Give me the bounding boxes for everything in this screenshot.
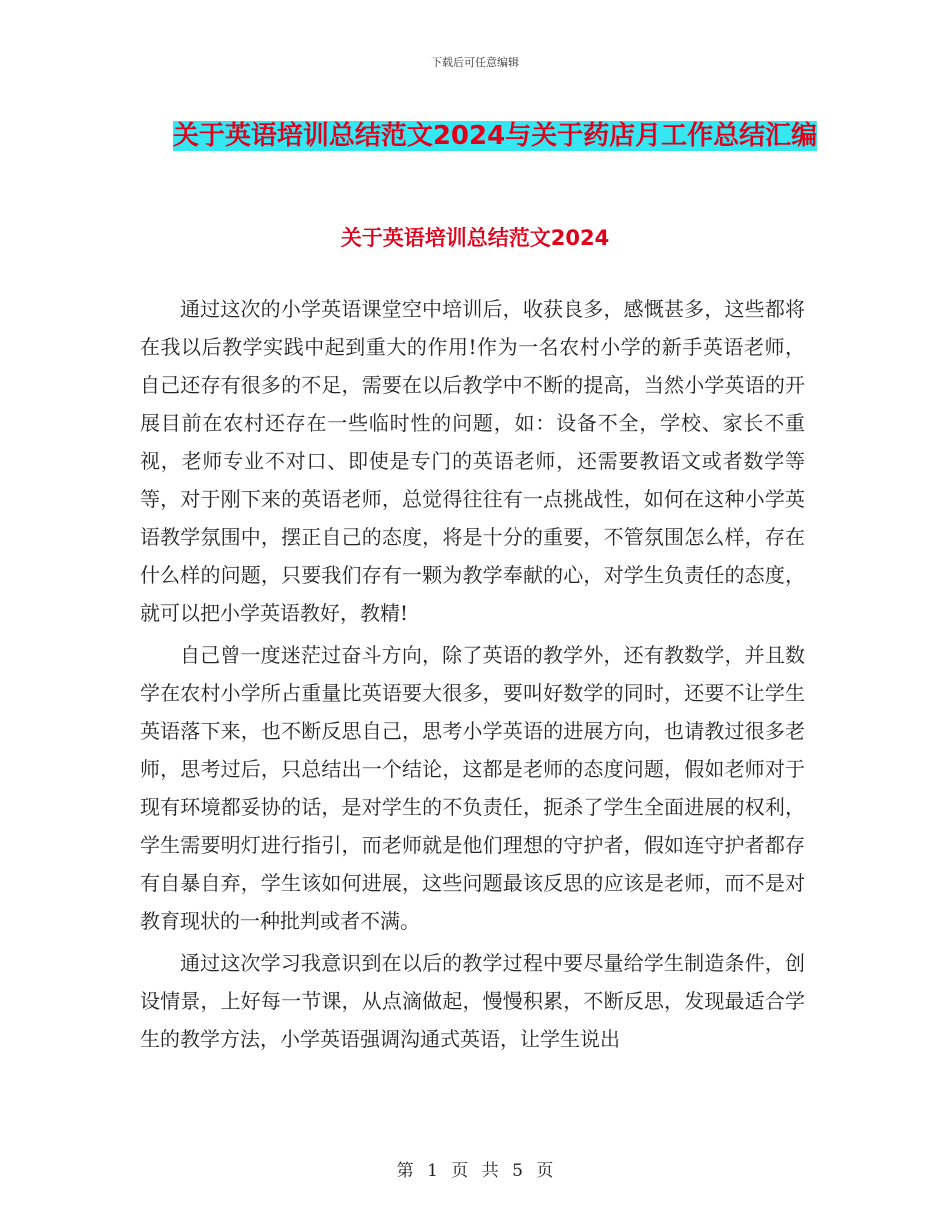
footer-total-pages: 5	[512, 1161, 523, 1181]
footer-middle: 页	[451, 1161, 469, 1181]
footer-prefix: 第	[396, 1161, 414, 1181]
document-title	[140, 112, 850, 160]
section-title: 关于英语培训总结范文2024	[340, 226, 610, 250]
header-note: 下载后可任意编辑	[431, 56, 519, 69]
document-title-text: 关于英语培训总结范文2024与关于药店月工作总结汇编	[172, 121, 818, 151]
footer-total-prefix: 共	[481, 1161, 499, 1181]
paragraph: 通过这次学习我意识到在以后的教学过程中要尽量给学生制造条件，创设情景，上好每一节课，从点滴做起，慢慢积累，不断反思，发现最适合学生的教学方法，小学英语强调沟通式英语，让学生说出	[140, 951, 805, 1051]
body-text	[140, 290, 805, 1062]
footer-page-number: 1	[427, 1161, 438, 1181]
footer-suffix: 页	[536, 1161, 554, 1181]
paragraph: 自己曾一度迷茫过奋斗方向，除了英语的教学外，还有教数学，并且数学在农村小学所占重量比英语要大很多，要叫好数学的同时，还要不让学生英语落下来，也不断反思自己，思考小学英语的进展方向，也请教过很多老师，思考过后，只总结出一个结论，这都是老师的态度问题，假如老师对于现有环境都妥协的话，是对学生的不负责任，扼杀了学生全面进展的权利，学生需要明灯进行指引，而老师就是他们理想的守护者，假如连守护者都存有自暴自弃，学生该如何进展，这些问题最该反思的应该是老师，而不是对教育现状的一种批判或者不满。	[140, 643, 805, 933]
paragraph: 通过这次的小学英语课堂空中培训后，收获良多，感慨甚多，这些都将在我以后教学实践中起到重大的作用!作为一名农村小学的新手英语老师，自己还存有很多的不足，需要在以后教学中不断的提高，当然小学英语的开展目前在农村还存在一些临时性的问题，如：设备不全，学校、家长不重视，老师专业不对口、即使是专门的英语老师，还需要教语文或者数学等等，对于刚下来的英语老师，总觉得往往有一点挑战性，如何在这种小学英语教学氛围中，摆正自己的态度，将是十分的重要，不管氛围怎么样，存在什么样的问题，只要我们存有一颗为教学奉献的心，对学生负责任的态度，就可以把小学英语教好，教精!	[140, 297, 805, 625]
page-footer	[0, 1156, 950, 1181]
